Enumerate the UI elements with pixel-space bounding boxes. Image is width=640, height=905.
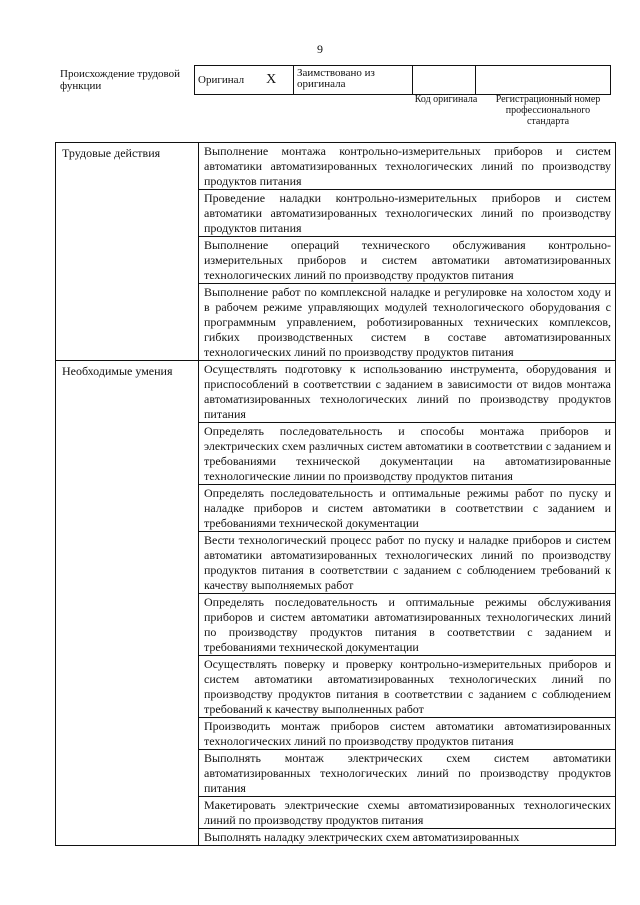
- code-caption: Код оригинала: [414, 94, 478, 105]
- table-cell: Выполнение монтажа контрольно-измерительных приборов и систем автоматики автоматизированных технологических линий по производству продуктов питания: [199, 143, 616, 190]
- table-cell: Проведение наладки контрольно-измерительных приборов и систем автоматики автоматизированных технологических линий по производству продуктов питания: [199, 190, 616, 237]
- origin-table: [194, 65, 611, 95]
- reg-number-caption: Регистрационный номер профессионального стандарта: [495, 94, 601, 127]
- table-cell: Выполнение операций технического обслуживания контрольно-измерительных приборов и систем автоматики автоматизированных технологических линий по производству продуктов питания: [199, 237, 616, 284]
- table-cell: Выполнять монтаж электрических схем систем автоматики автоматизированных технологических линий по производству продуктов питания: [199, 750, 616, 797]
- table-cell: Производить монтаж приборов систем автоматики автоматизированных технологических линий по производству продуктов питания: [199, 718, 616, 750]
- table-cell: Макетировать электрические схемы автоматизированных технологических линий по производству продуктов питания: [199, 797, 616, 829]
- borrowed-label: Заимствовано из оригинала: [297, 67, 375, 90]
- table-cell: Осуществлять поверку и проверку контрольно-измерительных приборов и систем автоматики автоматизированных технологических линий по производству продуктов питания в соответствии с заданием с соблюдением требований к качеству выполненных работ: [199, 656, 616, 718]
- table-cell: Определять последовательность и оптимальные режимы работ по пуску и наладке приборов и систем автоматики в соответствии с заданием и требованиями технической документации: [199, 485, 616, 532]
- table-cell: Вести технологический процесс работ по пуску и наладке приборов и систем автоматики автоматизированных технологических линий по производству продуктов питания в соответствии с заданием с соблюдением требований к качеству выполняемых работ: [199, 532, 616, 594]
- original-cell: [195, 66, 294, 95]
- borrowed-cell: [294, 66, 413, 95]
- original-mark: X: [266, 72, 277, 87]
- section-title: Необходимые умения: [56, 361, 199, 846]
- table-cell: Определять последовательность и оптимальные режимы обслуживания приборов и систем автоматики автоматизированных технологических линий по производству продуктов питания в соответствии с заданием и требованиями технической документации: [199, 594, 616, 656]
- section-title: Трудовые действия: [56, 143, 199, 361]
- table-cell: [199, 829, 616, 846]
- table-row: [56, 143, 616, 190]
- origin-label: Происхождение трудовой функции: [60, 68, 181, 92]
- page-number: 9: [317, 42, 323, 56]
- table-cell: Определять последовательность и способы монтажа приборов и электрических схем различных систем автоматики в соответствии с заданием и требованиями технической документации на автоматизированные технологические линии по производству продуктов питания: [199, 423, 616, 485]
- table-row: [56, 361, 616, 423]
- function-table: [55, 142, 616, 846]
- cut-text: Выполнять наладку электрических схем автоматизированных: [204, 830, 520, 844]
- code-cell: [413, 66, 476, 95]
- original-label: Оригинал: [198, 74, 245, 86]
- table-cell: Выполнение работ по комплексной наладке и регулировке на холостом ходу и в рабочем режиме управляющих модулей технологического оборудования с программным управлением, роботизированных технических комплексов, гибких производственных систем в составе автоматизированных технологических линий по производству продуктов питания: [199, 284, 616, 361]
- reg-number-cell: [476, 66, 611, 95]
- table-cell: Осуществлять подготовку к использованию инструмента, оборудования и приспособлений в соответствии с заданием в зависимости от видов монтажа автоматизированных технологических линий по производству продуктов питания: [199, 361, 616, 423]
